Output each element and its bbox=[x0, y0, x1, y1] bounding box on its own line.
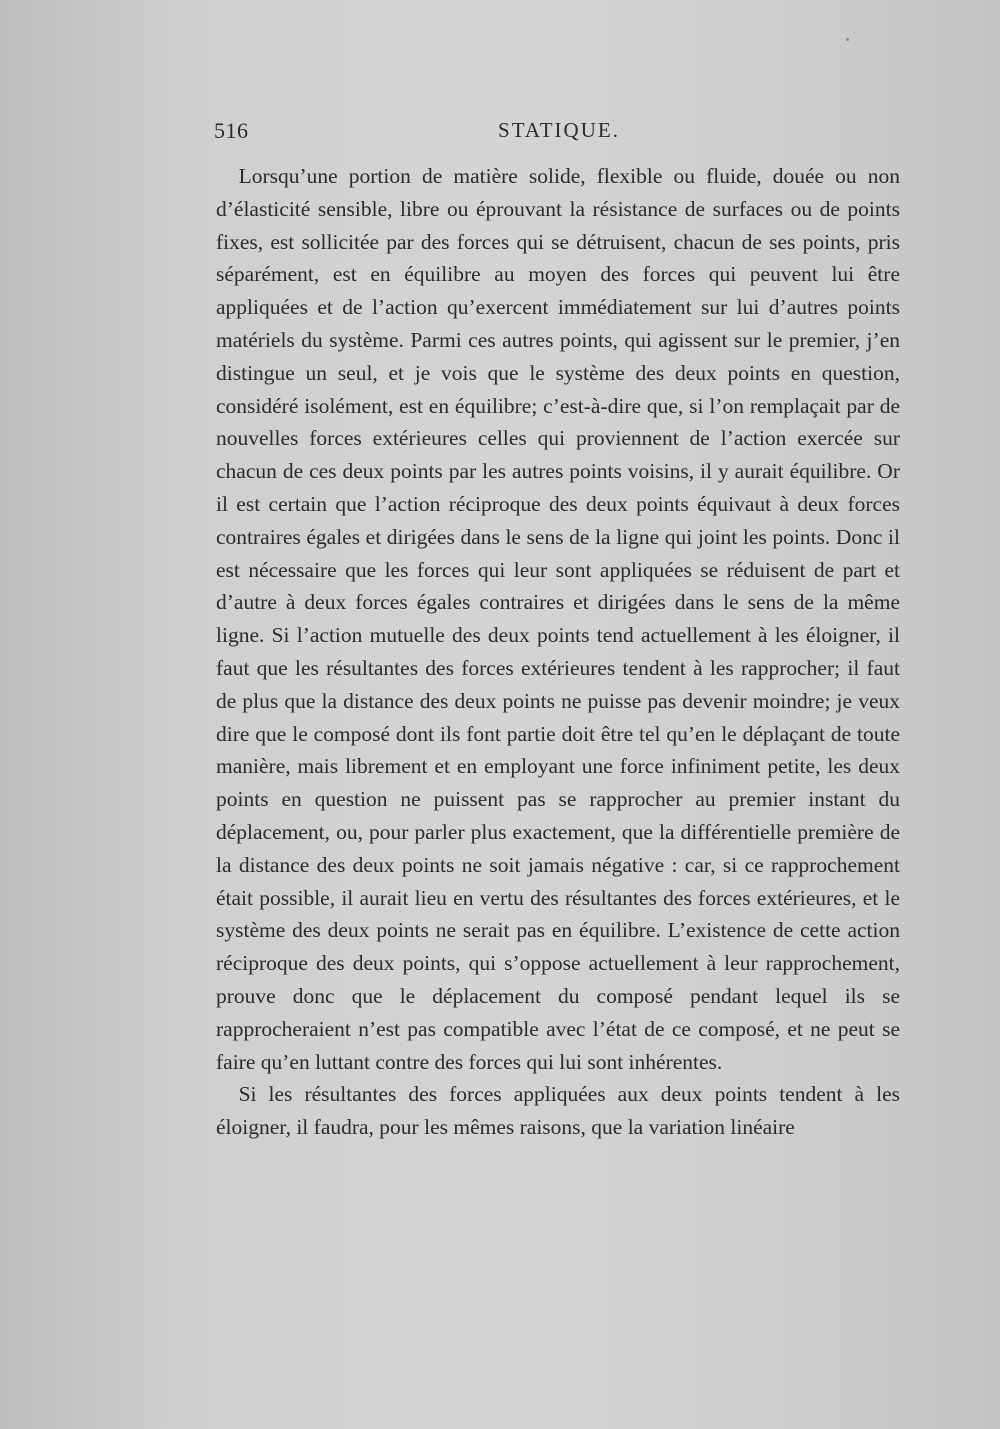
print-speck bbox=[846, 38, 849, 41]
paragraph-2: Si les résultantes des forces appliquées aux deux points tendent à les éloigner, il faudra, pour les mêmes raisons, que la variation linéaire bbox=[216, 1082, 900, 1140]
page-header bbox=[214, 118, 904, 152]
body-text bbox=[216, 160, 900, 1144]
page-number: 516 bbox=[214, 118, 249, 143]
running-title: STATIQUE. bbox=[498, 118, 620, 142]
paragraph-1: Lorsqu’une portion de matière solide, flexible ou fluide, douée ou non d’élasticité sensible, libre ou éprouvant la résistance de surfaces ou de points fixes, est sollicitée par des forces qui se détruisent, chacun de ses points, pris séparément, est en équilibre au moyen des forces qui peuvent lui être appliquées et de l’action qu’exercent immédiatement sur lui d’autres points matériels du système. Parmi ces autres points, qui agissent sur le premier, j’en distingue un seul, et je vois que le système des deux points en question, considéré isolément, est en équilibre; c’est-à-dire que, si l’on remplaçait par de nouvelles forces extérieures celles qui proviennent de l’action exercée sur chacun de ces deux points par les autres points voisins, il y aurait équilibre. Or il est certain que l’action réciproque des deux points équivaut à deux forces contraires égales et dirigées dans le sens de la ligne qui joint les points. Donc il est nécessaire que les forces qui leur sont appliquées se réduisent de part et d’autre à deux forces égales contraires et dirigées dans le sens de la même ligne. Si l’action mutuelle des deux points tend actuellement à les éloigner, il faut que les résultantes des forces extérieures tendent à les rapprocher; il faut de plus que la distance des deux points ne puisse pas devenir moindre; je veux dire que le composé dont ils font partie doit être tel qu’en le déplaçant de toute manière, mais librement et en employant une force infiniment petite, les deux points en question ne puissent pas se rapprocher au premier instant du déplacement, ou, pour parler plus exactement, que la différentielle première de la distance des deux points ne soit jamais négative : car, si ce rapprochement était possible, il aurait lieu en vertu des résultantes des forces extérieures, et le système des deux points ne serait pas en équilibre. L’existence de cette action réciproque des deux points, qui s’oppose actuellement à leur rapprochement, prouve donc que le déplacement du composé pendant lequel ils se rapprocheraient n’est pas compatible avec l’état de ce composé, et ne peut se faire qu’en luttant contre des forces qui lui sont inhérentes. bbox=[216, 164, 900, 1074]
